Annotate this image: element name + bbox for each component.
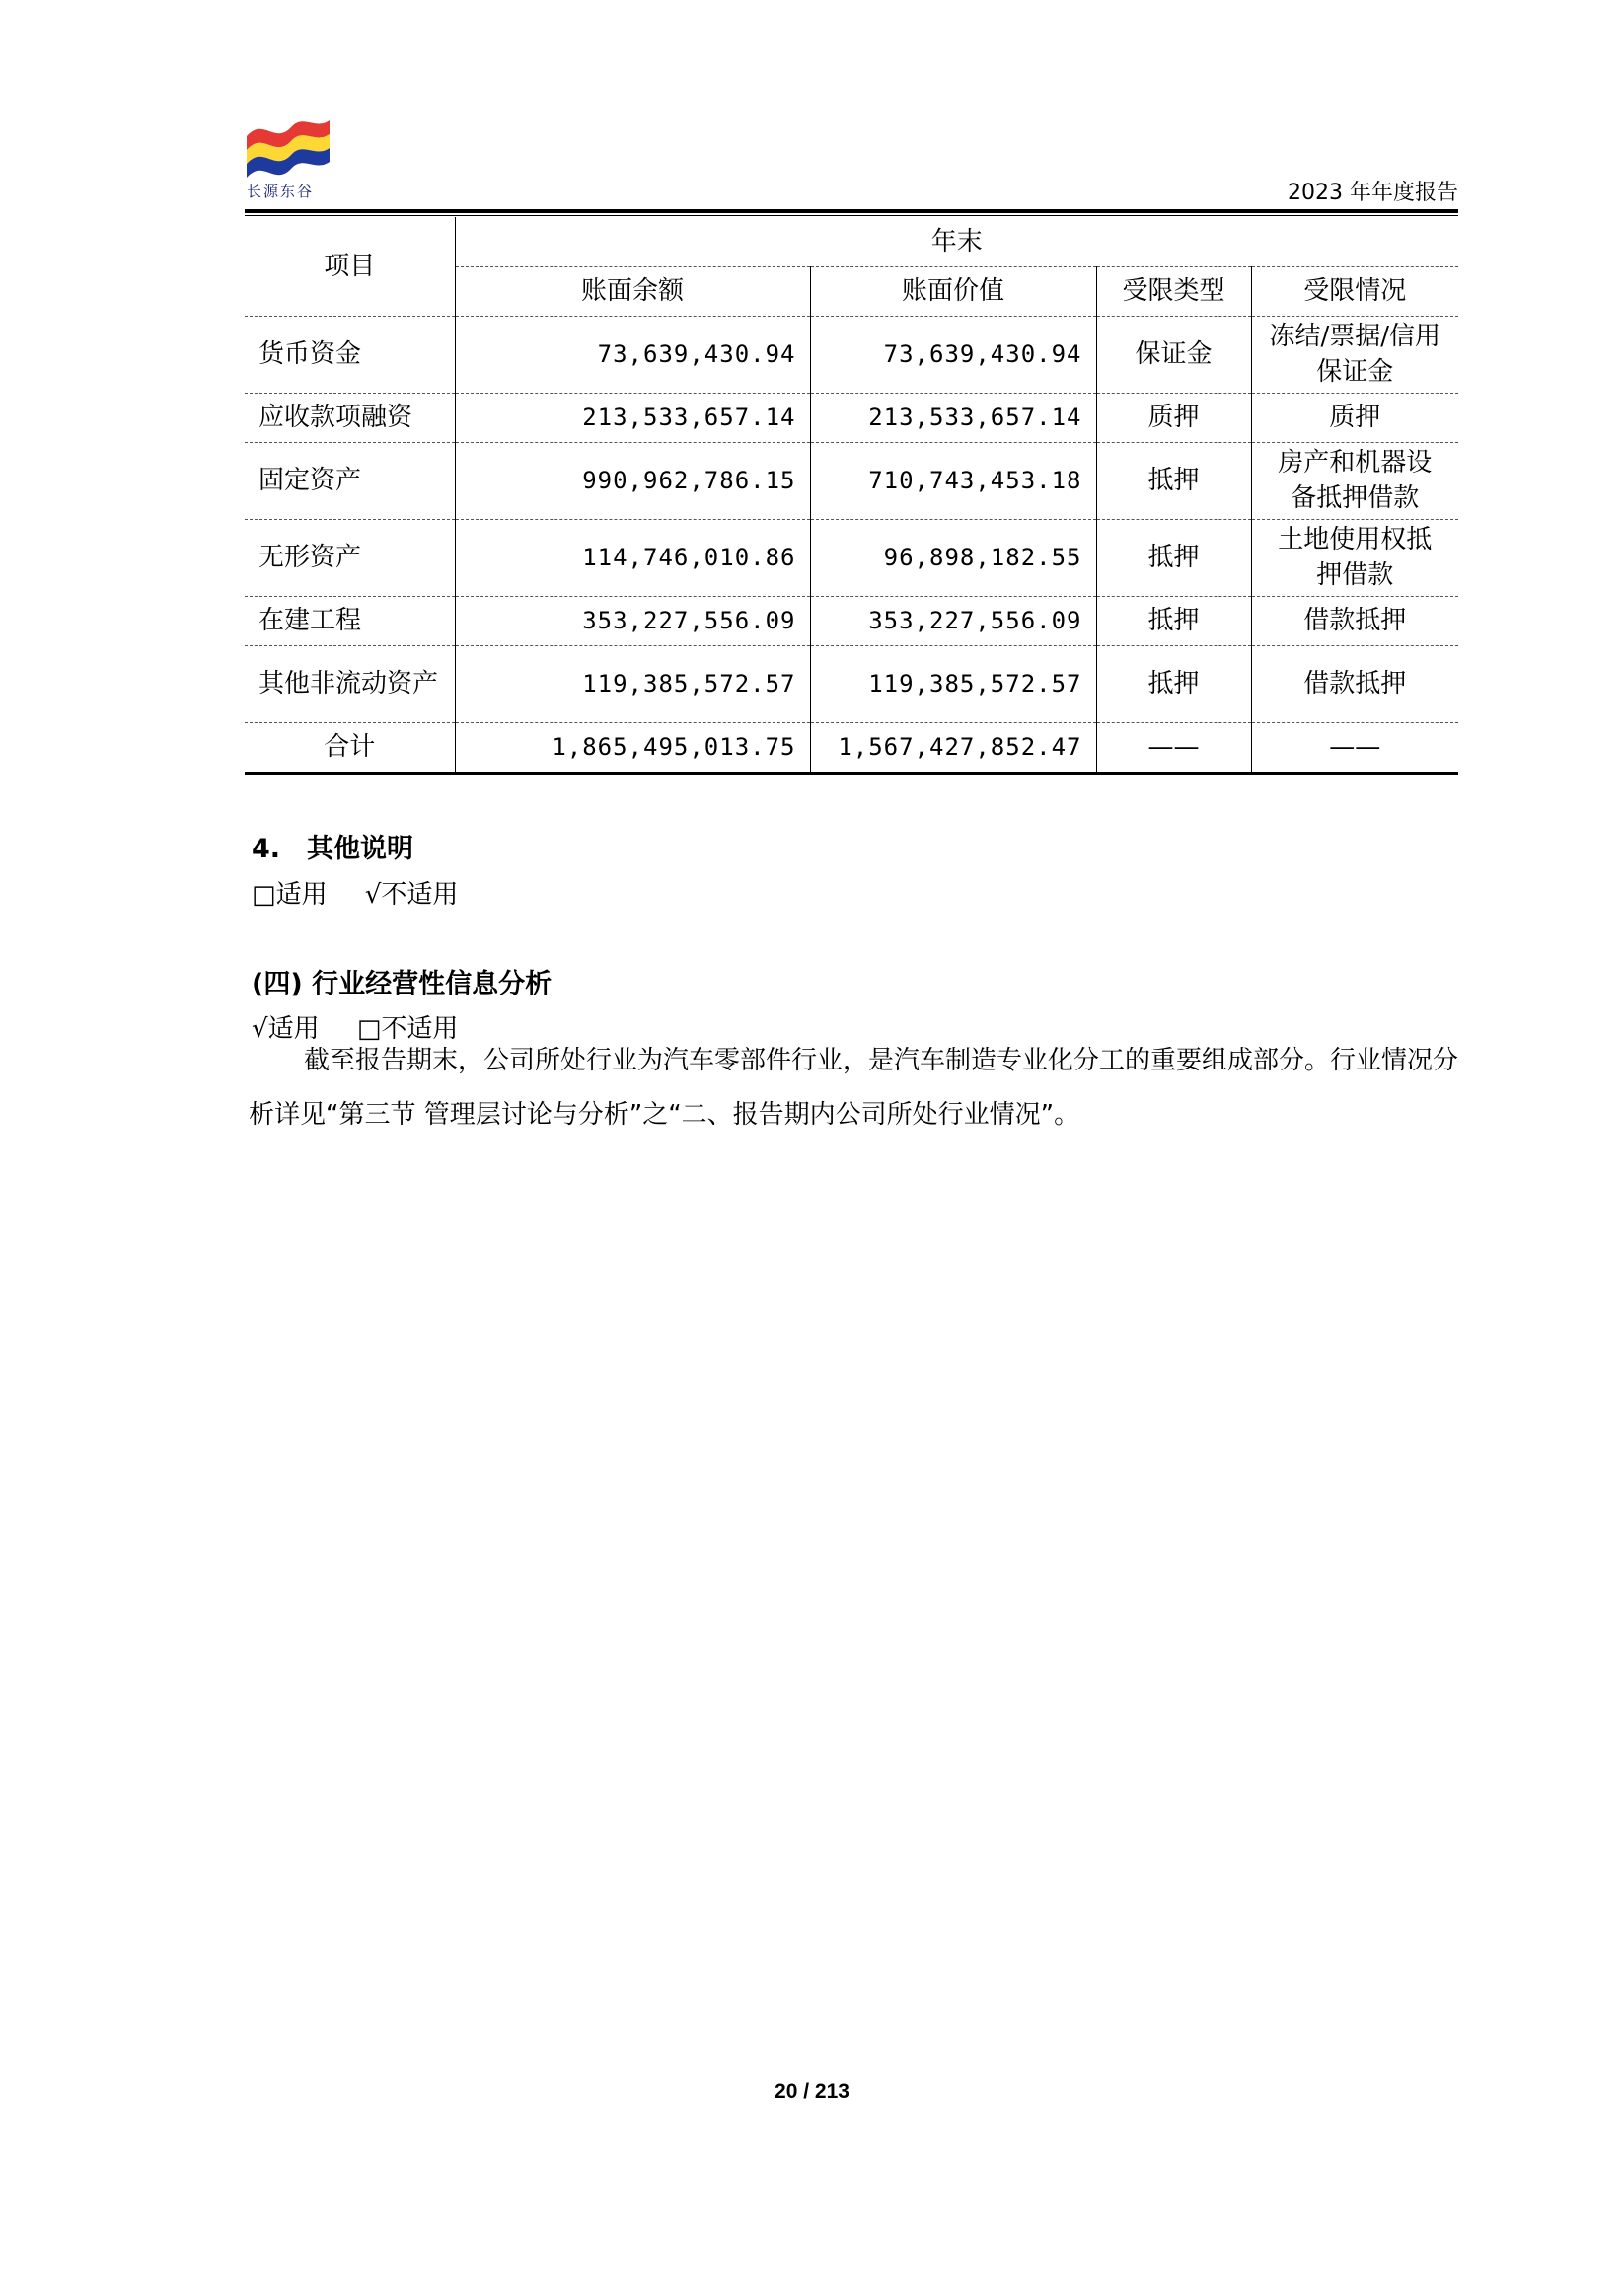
report-title: 2023 年年度报告 <box>1288 181 1458 205</box>
table-row <box>245 645 1458 722</box>
not-applicable-option: √不适用 <box>364 880 459 910</box>
cell-book-balance: 990,962,786.15 <box>455 442 810 519</box>
cell-item: 其他非流动资产 <box>245 645 455 722</box>
cell-restriction-detail: 质押 <box>1251 393 1458 442</box>
applicable-option: □适用 <box>252 880 328 910</box>
table-row <box>245 596 1458 645</box>
cell-book-balance: 114,746,010.86 <box>455 519 810 596</box>
cell-item: 固定资产 <box>245 442 455 519</box>
cell-book-value: 213,533,657.14 <box>810 393 1096 442</box>
header-rule <box>245 209 1458 216</box>
cell-book-balance: 119,385,572.57 <box>455 645 810 722</box>
cell-item: 无形资产 <box>245 519 455 596</box>
header-book-balance: 账面余额 <box>455 266 810 316</box>
applicability-line <box>252 874 487 911</box>
cell-item: 货币资金 <box>245 316 455 393</box>
cell-total-label: 合计 <box>245 722 455 774</box>
cell-item: 应收款项融资 <box>245 393 455 442</box>
table-row <box>245 519 1458 596</box>
industry-paragraph: 截至报告期末，公司所处行业为汽车零部件行业，是汽车制造专业化分工的重要组成部分。行业情况分析详见“第三节 管理层讨论与分析”之“二、报告期内公司所处行业情况”。 <box>249 1046 1459 1130</box>
header-restriction-detail: 受限情况 <box>1251 266 1458 316</box>
cell-total-book-balance: 1,865,495,013.75 <box>455 722 810 774</box>
table-row <box>245 442 1458 519</box>
header-item: 项目 <box>245 217 455 316</box>
table-row <box>245 316 1458 393</box>
cell-restriction-detail: 借款抵押 <box>1251 596 1458 645</box>
table-total-row <box>245 722 1458 774</box>
section-heading-industry-analysis: (四) 行业经营性信息分析 <box>252 969 553 999</box>
cell-restriction-type: 抵押 <box>1096 519 1251 596</box>
cell-restriction-type: 保证金 <box>1096 316 1251 393</box>
cell-item: 在建工程 <box>245 596 455 645</box>
cell-total-restriction-detail: —— <box>1251 722 1458 774</box>
cell-book-value: 353,227,556.09 <box>810 596 1096 645</box>
logo-icon <box>245 116 333 182</box>
cell-restriction-type: 抵押 <box>1096 442 1251 519</box>
cell-book-balance: 213,533,657.14 <box>455 393 810 442</box>
cell-book-value: 96,898,182.55 <box>810 519 1096 596</box>
cell-book-value: 73,639,430.94 <box>810 316 1096 393</box>
logo-text: 长源东谷 <box>247 183 315 200</box>
cell-total-restriction-type: —— <box>1096 722 1251 774</box>
not-applicable-option: □不适用 <box>356 1014 459 1044</box>
table-row <box>245 393 1458 442</box>
cell-restriction-detail: 冻结/票据/信用保证金 <box>1251 316 1458 393</box>
cell-restriction-type: 质押 <box>1096 393 1251 442</box>
cell-book-balance: 73,639,430.94 <box>455 316 810 393</box>
cell-restriction-type: 抵押 <box>1096 596 1251 645</box>
cell-restriction-detail: 借款抵押 <box>1251 645 1458 722</box>
header-year-end: 年末 <box>455 217 1458 266</box>
cell-restriction-detail: 房产和机器设备抵押借款 <box>1251 442 1458 519</box>
header-book-value: 账面价值 <box>810 266 1096 316</box>
cell-book-value: 119,385,572.57 <box>810 645 1096 722</box>
cell-book-balance: 353,227,556.09 <box>455 596 810 645</box>
section-heading-other-notes: 4. 其他说明 <box>252 834 414 864</box>
header-restriction-type: 受限类型 <box>1096 266 1251 316</box>
applicable-option: √适用 <box>252 1014 320 1044</box>
cell-book-value: 710,743,453.18 <box>810 442 1096 519</box>
cell-restriction-detail: 土地使用权抵押借款 <box>1251 519 1458 596</box>
cell-total-book-value: 1,567,427,852.47 <box>810 722 1096 774</box>
page-number: 20 / 213 <box>775 2080 849 2102</box>
cell-restriction-type: 抵押 <box>1096 645 1251 722</box>
restricted-assets-table <box>245 217 1458 775</box>
